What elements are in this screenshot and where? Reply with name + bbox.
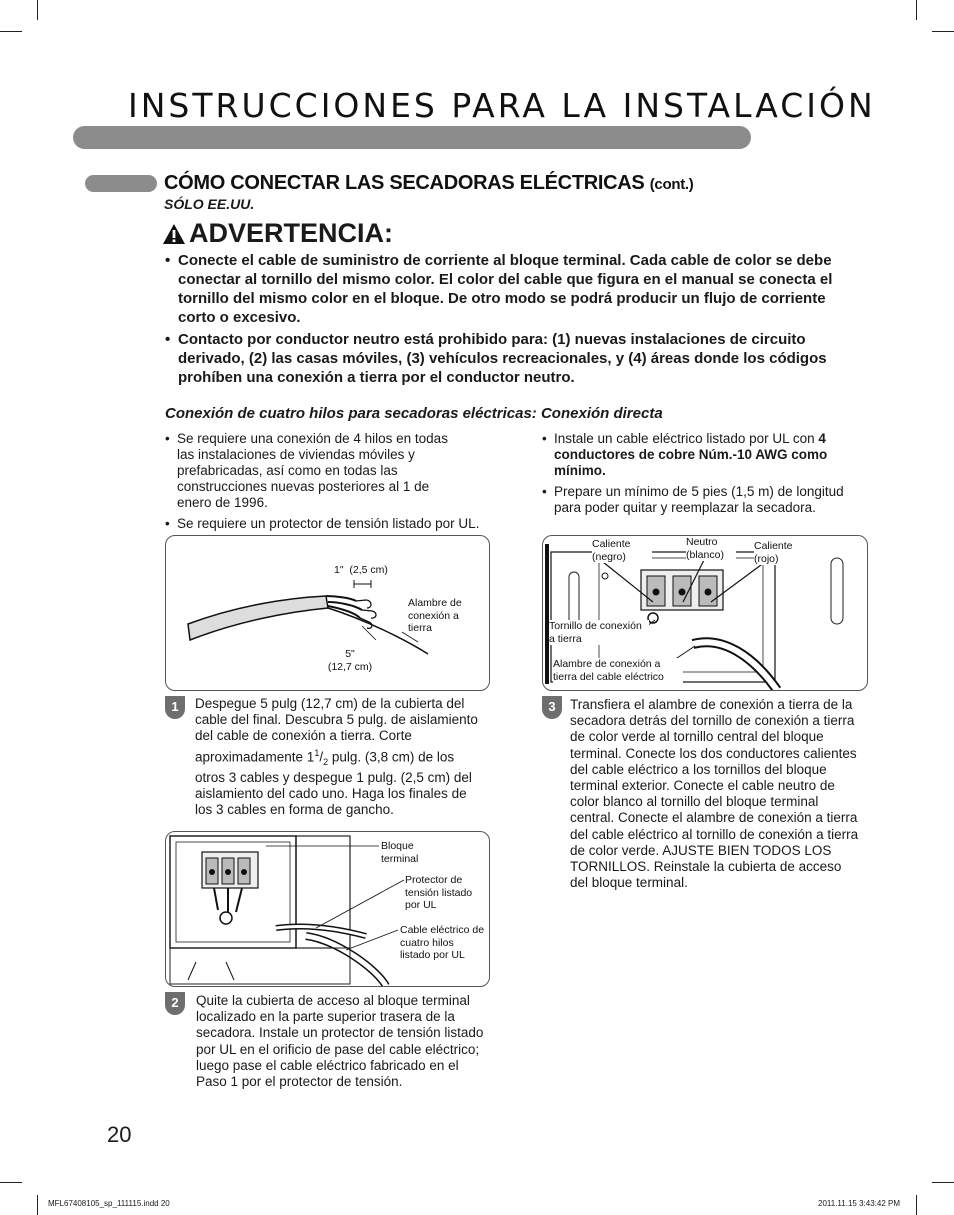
- crop-mark: [932, 31, 954, 32]
- figure-wiring-connection: [542, 535, 868, 691]
- section-cont: (cont.): [649, 176, 694, 193]
- dim-label-top-a: 1": [334, 564, 344, 576]
- warning-title: [162, 218, 393, 249]
- title-bar: [73, 126, 751, 149]
- dim-label-top: [334, 564, 388, 577]
- warning-bullet-text: Contacto por conductor neutro está prohibido para: (1) nuevas instalaciones de circuito derivado, (2) las casas móviles, (3) vehículos recreacionales, y (4) áreas donde los códigos prohíben una conexión a tierra por el conductor neutro.: [178, 331, 827, 386]
- crop-mark: [0, 1182, 22, 1183]
- crop-mark: [0, 31, 22, 32]
- dim-label-bottom-a: 5": [345, 648, 355, 660]
- step-number-badge: 2: [165, 992, 185, 1015]
- figure-cable-stripping: [165, 535, 490, 691]
- dim-label-bottom: [320, 648, 380, 673]
- warning-triangle-icon: [162, 223, 186, 245]
- crop-mark: [916, 1195, 917, 1215]
- power-cord-label: Cable eléctrico de cuatro hilos listado por UL: [400, 924, 485, 961]
- warning-bullet: • Conecte el cable de suministro de corriente al bloque terminal. Cada cable de color se debe conectar al tornillo del mismo color. El color del cable que figura en el manual se conecta el tornillo del mismo color en el bloque. De otro modo se podrá producir un flujo de corriente corto o excesivo.: [165, 251, 865, 327]
- dim-label-bottom-b: (12,7 cm): [327, 660, 373, 673]
- right-bullet-bold: 4 conductores de cobre Núm.-10 AWG como mínimo.: [554, 431, 828, 478]
- step-1-text-a: Despegue 5 pulg (12,7 cm) de la cubierta del cable del final. Descubra 5 pulg. de aislamiento del cable de conexión a tierra. Corte aproximadamente 1: [195, 696, 478, 765]
- right-bullet: • Instale un cable eléctrico listado por UL con 4 conductores de cobre Núm.-10 AWG como mínimo.: [542, 431, 828, 478]
- right-bullet: • Prepare un mínimo de 5 pies (1,5 m) de longitud para poder quitar y reemplazar la secadora.: [542, 484, 867, 516]
- footer-file-name: MFL67408105_sp_111115.indd 20: [48, 1199, 170, 1208]
- step-number-badge: 3: [542, 696, 562, 719]
- section-heading: [164, 172, 693, 195]
- step-number-badge: 1: [165, 696, 185, 719]
- neutral-white-label: Neutro (blanco): [686, 536, 736, 561]
- page-number: 20: [107, 1122, 132, 1147]
- ground-screw-label: Tornillo de conexión a tierra: [549, 620, 649, 645]
- hot-red-label: Caliente (rojo): [754, 540, 809, 565]
- subsection-title: Conexión de cuatro hilos para secadoras eléctricas: Conexión directa: [165, 405, 663, 422]
- footer-timestamp: 2011.11.15 3:43:42 PM: [818, 1199, 900, 1208]
- strain-relief-label: Protector de tensión listado por UL: [405, 874, 473, 911]
- section-heading-text: CÓMO CONECTAR LAS SECADORAS ELÉCTRICAS: [164, 172, 645, 194]
- section-subheading: SÓLO EE.UU.: [164, 196, 255, 212]
- fraction-numerator: 1: [314, 747, 320, 758]
- ground-wire-label: Alambre de conexión a tierra: [408, 597, 462, 634]
- terminal-block-label: Bloque terminal: [381, 840, 419, 865]
- left-bullet: • Se requiere una conexión de 4 hilos en todas las instalaciones de viviendas móviles y prefabricadas, así como en todas las construcciones nuevas posteriores al 1 de enero de 1996.: [165, 431, 465, 511]
- left-bullet-text: Se requiere un protector de tensión listado por UL.: [177, 516, 480, 531]
- step-3-text: Transfiera el alambre de conexión a tierra de la secadora detrás del tornillo de conexión a tierra de color verde al tornillo central del bloque terminal. Conecte los dos conductores calientes del cable eléctrico a los tornillos del bloque terminal exterior. Conecte el cable neutro de color blanco al tornillo del bloque terminal central. Conecte el alambre de conexión a tierra del cable eléctrico al tornillo de conexión a tierra de color verde. AJUSTE BIEN TODOS LOS TORNILLOS. Reinstale la cubierta de acceso del bloque terminal.: [570, 697, 859, 891]
- crop-mark: [932, 1182, 954, 1183]
- crop-mark: [37, 0, 38, 20]
- cord-ground-wire-label: Alambre de conexión a tierra del cable eléctrico: [553, 658, 683, 683]
- warning-bullet: • Contacto por conductor neutro está prohibido para: (1) nuevas instalaciones de circuito derivado, (2) las casas móviles, (3) vehículos recreacionales, y (4) áreas donde los códigos prohíben una conexión a tierra por el conductor neutro.: [165, 330, 865, 387]
- fraction-denominator: 2: [323, 756, 329, 767]
- figure-terminal-block: [165, 831, 490, 987]
- crop-mark: [37, 1195, 38, 1215]
- crop-mark: [916, 0, 917, 20]
- left-bullet-text: Se requiere una conexión de 4 hilos en todas las instalaciones de viviendas móviles y prefabricadas, así como en todas las construcciones nuevas posteriores al 1 de enero de 1996.: [177, 431, 448, 510]
- step-1-text: Despegue 5 pulg (12,7 cm) de la cubierta del cable del final. Descubra 5 pulg. de aislamiento del cable de conexión a tierra. Corte aproximadamente $1^1/_2$ pulg. (3,8 cm) de los otros 3 cables y despegue 1 pulg. (2,5 cm) del aislamiento del cado uno. Haga los finales de los 3 cables en forma de gancho.: [195, 696, 478, 818]
- warning-bullet-text: Conecte el cable de suministro de corriente al bloque terminal. Cada cable de color se debe conectar al tornillo del mismo color. El color del cable que figura en el manual se conecta el tornillo del mismo color en el bloque. De otro modo se podrá producir un flujo de corriente corto o excesivo.: [178, 252, 833, 326]
- section-pill: [85, 175, 157, 192]
- page-title: INSTRUCCIONES PARA LA INSTALACIÓN: [128, 86, 876, 125]
- hot-black-label: Caliente (negro): [592, 538, 652, 563]
- warning-title-text: ADVERTENCIA:: [189, 218, 394, 248]
- left-bullet: • Se requiere un protector de tensión listado por UL.: [165, 516, 480, 531]
- dim-label-top-b: (2,5 cm): [349, 564, 388, 576]
- step-1-text-b: pulg. (3,8 cm) de los otros 3 cables y despegue 1 pulg. (2,5 cm) del aislamiento del cado uno. Haga los finales de los 3 cables en forma de gancho.: [195, 749, 472, 818]
- right-bullet-text: Instale un cable eléctrico listado por UL con: [554, 431, 819, 446]
- step-2-text: Quite la cubierta de acceso al bloque terminal localizado en la parte superior trasera de la secadora. Instale un protector de tensión listado por UL en el orificio de pase del cable eléctrico; luego pase el cable eléctrico fabricado en el Paso 1 por el protector de tensión.: [196, 993, 484, 1090]
- right-bullet-text: Prepare un mínimo de 5 pies (1,5 m) de longitud para poder quitar y reemplazar la secadora.: [554, 484, 844, 515]
